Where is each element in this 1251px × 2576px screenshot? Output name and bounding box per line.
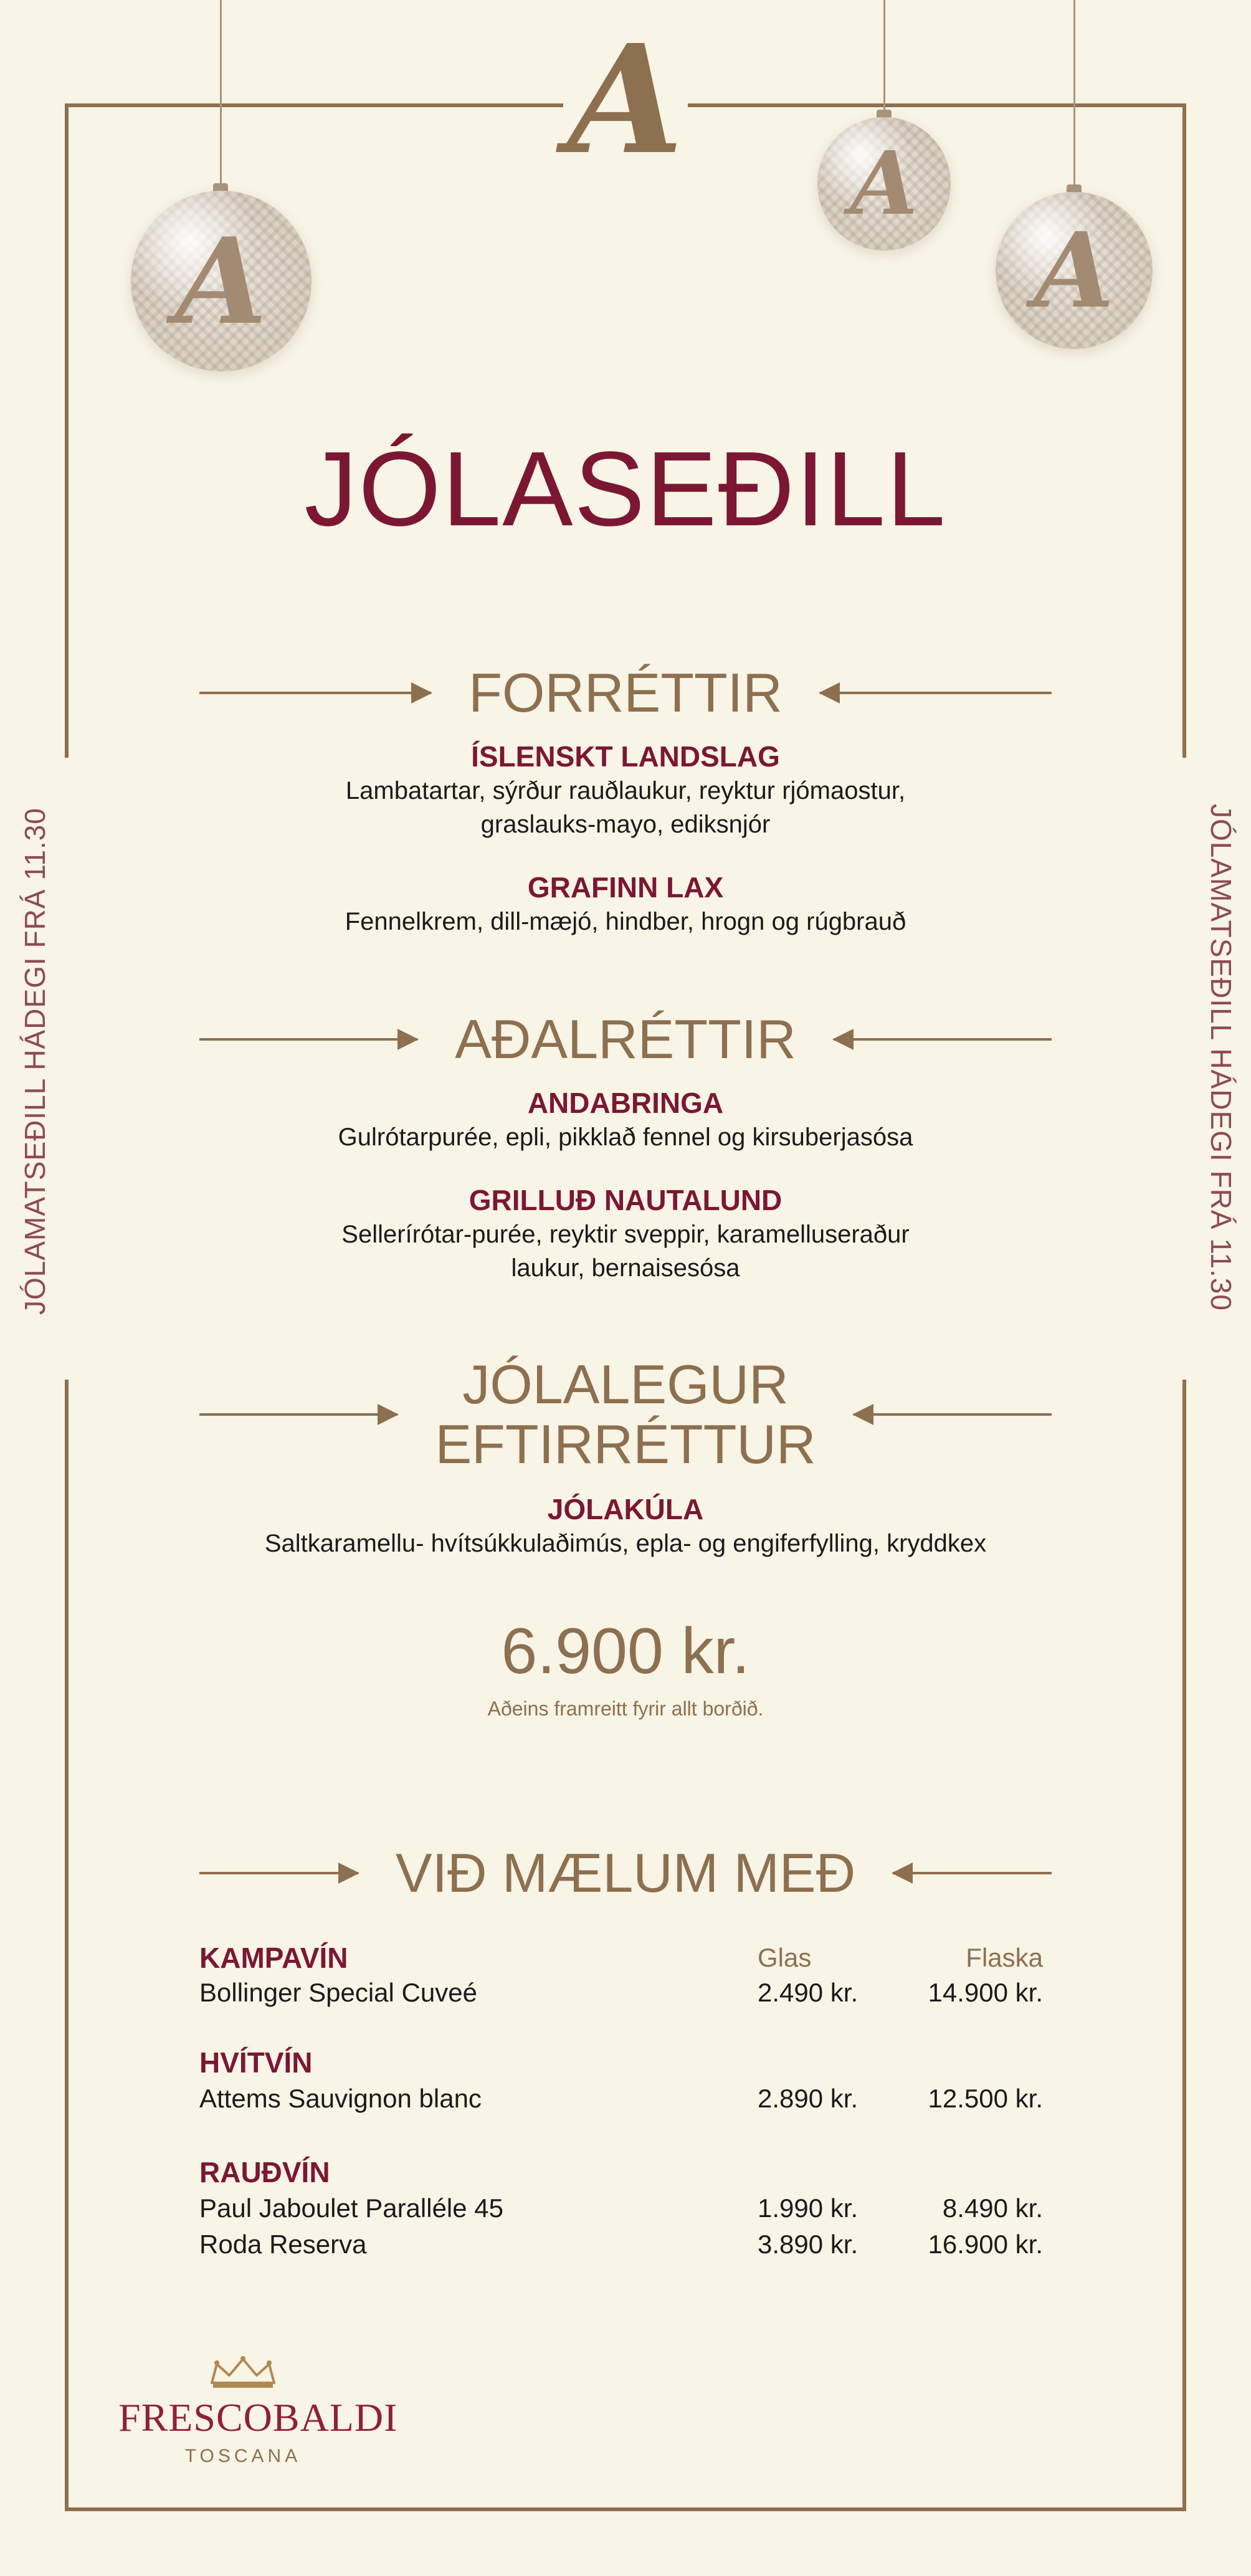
ornament-middle xyxy=(817,117,951,250)
wine-header xyxy=(199,1843,1052,1903)
ornament-middle-letter: A xyxy=(850,133,918,235)
wine-category: RAUÐVÍN xyxy=(199,2156,330,2188)
side-text-left: JÓLAMATSEÐILL HÁDEGI FRÁ 11.30 xyxy=(19,808,51,1315)
menu-price: 6.900 kr. xyxy=(501,1615,750,1687)
wine-bottle-price: 16.900 kr. xyxy=(928,2230,1043,2259)
ornament-string-right xyxy=(1073,0,1075,186)
wine-bottle-price: 12.500 kr. xyxy=(928,2084,1043,2113)
dish-name: ANDABRINGA xyxy=(527,1087,724,1119)
dessert-title-line: JÓLALEGUR xyxy=(462,1353,789,1415)
crown-icon xyxy=(206,2355,280,2390)
ornament-left-letter: A xyxy=(175,211,267,351)
dish-name: GRAFINN LAX xyxy=(527,871,724,904)
dish-item xyxy=(0,739,1251,841)
dish-name: ÍSLENSKT LANDSLAG xyxy=(471,740,780,773)
wine-glass-price: 2.890 kr. xyxy=(758,2084,859,2113)
starters-title: FORRÉTTIR xyxy=(469,662,782,723)
wine-bottle-price: 8.490 kr. xyxy=(942,2193,1043,2223)
dish-description-line: Gulrótarpurée, epli, pikklað fennel og kirsuberjasósa xyxy=(338,1123,913,1151)
dessert-header xyxy=(199,1355,1052,1474)
wine-title: VIÐ MÆLUM MEÐ xyxy=(395,1842,856,1904)
dish-item xyxy=(0,1085,1251,1154)
brand-subtitle: TOSCANA xyxy=(184,2446,302,2466)
dish-description-line: Saltkaramellu- hvítsúkkulaðimús, epla- og engiferfylling, kryddkex xyxy=(264,1530,987,1557)
monogram-letter: A xyxy=(563,25,688,187)
dish-item xyxy=(0,1492,1251,1560)
arrow-right-icon xyxy=(199,692,431,694)
wine-name: Roda Reserva xyxy=(199,2230,367,2259)
dessert-title xyxy=(397,1355,853,1474)
ornament-string-middle xyxy=(883,0,885,111)
wine-name: Attems Sauvignon blanc xyxy=(199,2084,482,2113)
ornament-left xyxy=(131,191,312,371)
mains-title: AÐALRÉTTIR xyxy=(455,1008,796,1070)
dish-description-line: Lambatartar, sýrður rauðlaukur, reyktur rjómaostur, xyxy=(345,777,906,804)
dish-description-line: Fennelkrem, dill-mæjó, hindber, hrogn og rúgbrauð xyxy=(345,908,906,935)
price-note: Aðeins framreitt fyrir allt borðið. xyxy=(487,1697,764,1720)
dish-name: JÓLAKÚLA xyxy=(547,1493,704,1525)
frame-top-right xyxy=(688,103,1186,107)
wine-glass-price: 2.490 kr. xyxy=(758,1978,859,2007)
glass-column-header: Glas xyxy=(758,1943,812,1972)
dish-description-line: Sellerírótar-purée, reyktir sveppir, karamelluseraður xyxy=(341,1221,910,1248)
wine-glass-price: 3.890 kr. xyxy=(758,2230,859,2259)
dish-item xyxy=(0,1183,1251,1285)
dish-name: GRILLUÐ NAUTALUND xyxy=(469,1184,782,1216)
frame-top-left xyxy=(65,103,563,107)
dish-description-line: laukur, bernaisesósa xyxy=(511,1254,740,1282)
arrow-left-icon xyxy=(893,1872,1052,1874)
frame-bottom xyxy=(65,2507,1186,2511)
wine-category: HVÍTVÍN xyxy=(199,2046,313,2079)
ornament-right-letter: A xyxy=(1034,209,1115,332)
mains-header xyxy=(199,1009,1052,1069)
dish-item xyxy=(0,870,1251,938)
arrow-right-icon xyxy=(199,1872,358,1874)
ornament-right xyxy=(996,192,1153,349)
ornament-string-left xyxy=(220,0,222,184)
dessert-title-line: EFTIRRÉTTUR xyxy=(435,1413,816,1475)
wine-bottle-price: 14.900 kr. xyxy=(928,1978,1043,2007)
arrow-left-icon xyxy=(854,1413,1052,1416)
wine-glass-price: 1.990 kr. xyxy=(758,2193,859,2223)
wine-name: Bollinger Special Cuveé xyxy=(199,1978,477,2007)
brand-logo xyxy=(118,2355,398,2469)
brand-name: FRESCOBALDI xyxy=(118,2395,398,2440)
arrow-left-icon xyxy=(820,692,1052,694)
dish-description-line: graslauks-mayo, ediksnjór xyxy=(480,811,771,838)
arrow-left-icon xyxy=(834,1038,1052,1041)
arrow-right-icon xyxy=(199,1413,397,1416)
arrow-right-icon xyxy=(199,1038,417,1041)
menu-title: JÓLASEÐILL xyxy=(304,430,947,548)
wine-name: Paul Jaboulet Paralléle 45 xyxy=(199,2193,504,2223)
starters-header xyxy=(199,663,1052,723)
side-text-right: JÓLAMATSEÐILL HÁDEGI FRÁ 11.30 xyxy=(1205,804,1237,1311)
bottle-column-header: Flaska xyxy=(966,1943,1043,1972)
wine-category: KAMPAVÍN xyxy=(199,1942,348,1974)
